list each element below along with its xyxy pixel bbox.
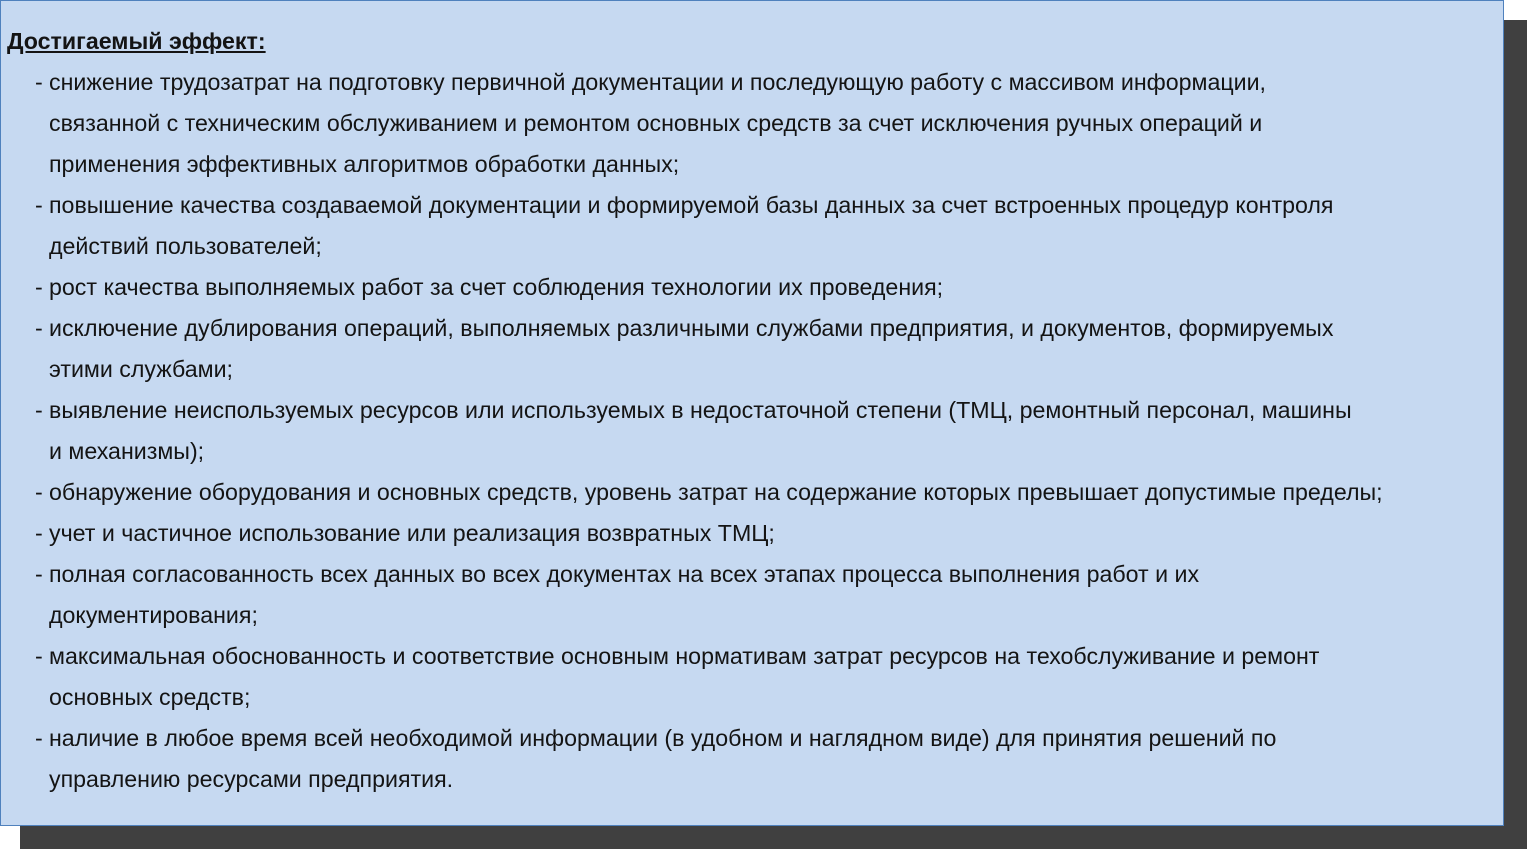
list-dash: - bbox=[35, 643, 43, 669]
list-dash: - bbox=[35, 479, 43, 505]
list-dash: - bbox=[35, 520, 43, 546]
list-item-line: исключение дублирования операций, выполняемых различными службами предприятия, и документов, формируемых bbox=[49, 315, 1334, 341]
list-item-line: действий пользователей; bbox=[49, 233, 322, 259]
list-dash: - bbox=[35, 397, 43, 423]
list-item-line: применения эффективных алгоритмов обработки данных; bbox=[49, 151, 680, 177]
list-item-line: наличие в любое время всей необходимой информации (в удобном и наглядном виде) для принятия решений по bbox=[49, 725, 1277, 751]
list-item bbox=[7, 472, 1503, 513]
effect-list bbox=[7, 62, 1503, 800]
list-item-line: рост качества выполняемых работ за счет соблюдения технологии их проведения; bbox=[49, 274, 944, 300]
list-item bbox=[7, 390, 1503, 472]
list-item-line: связанной с техническим обслуживанием и ремонтом основных средств за счет исключения ручных операций и bbox=[49, 110, 1263, 136]
list-item bbox=[7, 267, 1503, 308]
list-item-line: снижение трудозатрат на подготовку первичной документации и последующую работу с массивом информации, bbox=[49, 69, 1266, 95]
list-item-line: и механизмы); bbox=[49, 438, 205, 464]
list-dash: - bbox=[35, 315, 43, 341]
list-item bbox=[7, 62, 1503, 185]
effect-heading: Достигаемый эффект: bbox=[7, 28, 266, 54]
list-item bbox=[7, 718, 1503, 800]
list-item bbox=[7, 308, 1503, 390]
list-item bbox=[7, 636, 1503, 718]
effect-content bbox=[7, 21, 1503, 800]
list-item-line: повышение качества создаваемой документации и формируемой базы данных за счет встроенных процедур контроля bbox=[49, 192, 1334, 218]
list-dash: - bbox=[35, 561, 43, 587]
list-dash: - bbox=[35, 192, 43, 218]
list-item-line: обнаружение оборудования и основных средств, уровень затрат на содержание которых превышает допустимые пределы; bbox=[49, 479, 1383, 505]
list-item-line: максимальная обоснованность и соответствие основным нормативам затрат ресурсов на техобслуживание и ремонт bbox=[49, 643, 1320, 669]
list-item-line: документирования; bbox=[49, 602, 258, 628]
list-item-line: полная согласованность всех данных во всех документах на всех этапах процесса выполнения работ и их bbox=[49, 561, 1200, 587]
list-dash: - bbox=[35, 69, 43, 95]
list-item-line: выявление неиспользуемых ресурсов или используемых в недостаточной степени (ТМЦ, ремонтный персонал, машины bbox=[49, 397, 1352, 423]
list-item-line: учет и частичное использование или реализация возвратных ТМЦ; bbox=[49, 520, 775, 546]
list-item bbox=[7, 185, 1503, 267]
list-dash: - bbox=[35, 725, 43, 751]
list-item bbox=[7, 554, 1503, 636]
list-item-line: управлению ресурсами предприятия. bbox=[49, 766, 454, 792]
list-dash: - bbox=[35, 274, 43, 300]
list-item-line: основных средств; bbox=[49, 684, 251, 710]
list-item-line: этими службами; bbox=[49, 356, 233, 382]
list-item bbox=[7, 513, 1503, 554]
